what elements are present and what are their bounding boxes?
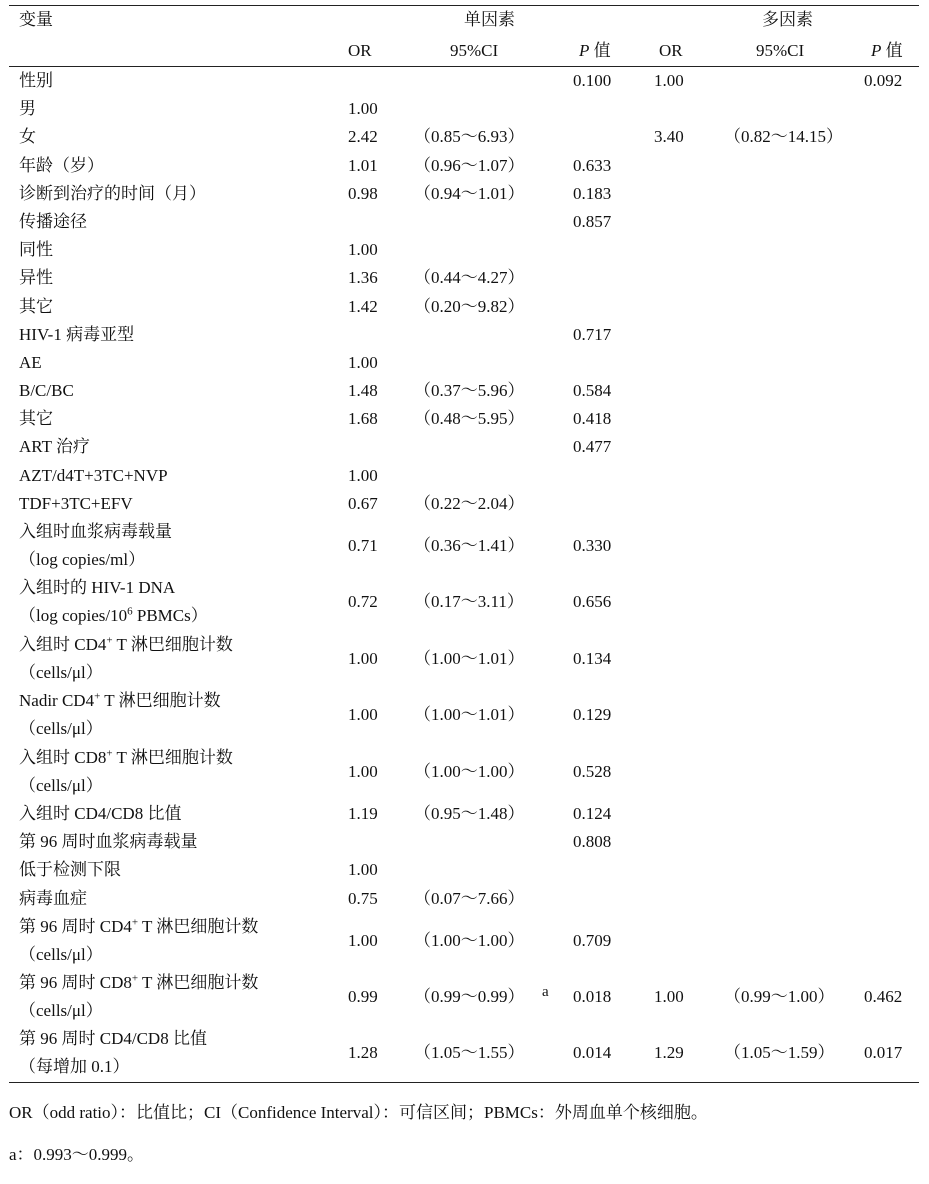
- cell-p-univariate: 0.477: [573, 437, 612, 457]
- header-variable: 变量: [19, 10, 53, 29]
- row-label: TDF+3TC+EFV: [19, 493, 133, 513]
- cell-ci-univariate: （0.94～1.01）: [414, 183, 525, 203]
- cell-p-univariate: 0.124: [573, 803, 612, 823]
- row-label: 入组时的 HIV-1 DNA: [19, 578, 176, 598]
- row-label-text: 入组时 CD4: [19, 634, 107, 654]
- cell-p-univariate: 0.129: [573, 705, 612, 725]
- cell-ci-univariate: （0.96～1.07）: [414, 155, 525, 175]
- cell-ci-univariate: （0.44～4.27）: [414, 268, 525, 288]
- table-row: [9, 574, 919, 630]
- cell-ci-univariate: （0.99～0.99）: [414, 987, 525, 1007]
- cell-or-univariate: 1.00: [348, 930, 378, 950]
- header-ci-multi: 95%CI: [756, 41, 805, 60]
- table-row: [9, 67, 919, 95]
- cell-ci-multivariate: （0.82～14.15）: [724, 127, 843, 147]
- row-label-line2: （cells/μl）: [19, 1001, 103, 1021]
- row-label: 男: [19, 99, 36, 119]
- row-label: AE: [19, 352, 42, 372]
- table-row: [9, 208, 919, 236]
- cell-ci-univariate: （0.48～5.95）: [414, 409, 525, 429]
- row-label: 入组时 CD4/CD8 比值: [19, 803, 182, 823]
- table-bottom-rule: [9, 1082, 919, 1083]
- cell-ci-univariate: （1.00～1.01）: [414, 705, 525, 725]
- cell-ci-univariate: （0.95～1.48）: [414, 803, 525, 823]
- row-label: 第 96 周时血浆病毒载量: [19, 832, 198, 852]
- row-label-text: T 淋巴细胞计数: [138, 973, 259, 993]
- row-label-superscript: +: [106, 746, 113, 759]
- table-row: [9, 349, 919, 377]
- table-row: [9, 885, 919, 913]
- row-label: 病毒血症: [19, 888, 87, 908]
- row-label: B/C/BC: [19, 381, 74, 401]
- row-label: AZT/d4T+3TC+NVP: [19, 465, 168, 485]
- cell-p-univariate: 0.330: [573, 536, 612, 555]
- cell-or-univariate: 0.99: [348, 987, 378, 1007]
- cell-or-univariate: 1.00: [348, 860, 378, 880]
- cell-ci-univariate: （0.85～6.93）: [414, 127, 525, 147]
- row-label-text: T 淋巴细胞计数: [112, 747, 233, 767]
- row-label-superscript: +: [94, 690, 101, 703]
- cell-p-univariate: 0.808: [573, 832, 612, 852]
- cell-ci-univariate: （0.37～5.96）: [414, 381, 525, 401]
- cell-ci-univariate: （1.00～1.00）: [414, 930, 525, 950]
- row-label-text: T 淋巴细胞计数: [100, 691, 221, 711]
- cell-p-univariate: 0.717: [573, 324, 612, 344]
- cell-or-multivariate: 3.40: [654, 127, 684, 147]
- table-row: [9, 264, 919, 292]
- cell-ci-univariate: （0.07～7.66）: [414, 888, 525, 908]
- cell-ci-multivariate: （1.05～1.59）: [724, 1043, 835, 1063]
- cell-p-univariate: 0.584: [573, 381, 612, 401]
- row-label: HIV-1 病毒亚型: [19, 324, 135, 344]
- cell-p-multivariate: 0.462: [864, 987, 903, 1007]
- ci-footnote-marker: a: [542, 984, 549, 1001]
- cell-p-univariate: 0.709: [573, 930, 612, 950]
- cell-or-multivariate: 1.29: [654, 1043, 684, 1063]
- cell-p-univariate: 0.183: [573, 183, 612, 203]
- row-label-text: PBMCs）: [132, 606, 208, 626]
- row-label: ART 治疗: [19, 437, 90, 457]
- cell-ci-univariate: （1.05～1.55）: [414, 1043, 525, 1063]
- results-table: [9, 5, 919, 1083]
- row-label: 同性: [19, 240, 53, 260]
- cell-or-univariate: 1.36: [348, 268, 378, 288]
- table-row: [9, 405, 919, 433]
- cell-or-univariate: 2.42: [348, 127, 378, 147]
- table-row: [9, 180, 919, 208]
- row-label-superscript: +: [131, 972, 139, 985]
- cell-or-univariate: 0.71: [348, 536, 378, 555]
- table-row: [9, 236, 919, 264]
- table-row: [9, 152, 919, 180]
- row-label: 异性: [19, 268, 53, 288]
- table-row: [9, 800, 919, 828]
- cell-or-univariate: 1.42: [348, 296, 378, 316]
- header-or-multi: OR: [659, 41, 683, 60]
- table-row: [9, 969, 919, 1025]
- table-row: [9, 518, 919, 574]
- row-label: 第 96 周时 CD4/CD8 比值: [19, 1029, 207, 1049]
- cell-or-univariate: 1.48: [348, 381, 378, 401]
- row-label: 其它: [19, 296, 53, 316]
- row-label: 女: [19, 127, 36, 147]
- cell-p-univariate: 0.014: [573, 1043, 612, 1063]
- row-label-text: T 淋巴细胞计数: [112, 634, 233, 654]
- row-label-text: 第 96 周时 CD4: [19, 916, 132, 936]
- row-label: 年龄（岁）: [19, 155, 104, 175]
- cell-or-univariate: 1.00: [348, 352, 378, 372]
- row-label-text: T 淋巴细胞计数: [138, 916, 259, 936]
- header-multivariate: 多因素: [762, 10, 813, 29]
- cell-or-univariate: 1.68: [348, 409, 378, 429]
- cell-or-univariate: 0.72: [348, 592, 378, 612]
- cell-p-multivariate: 0.017: [864, 1043, 903, 1063]
- table-row: [9, 744, 919, 800]
- cell-p-univariate: 0.418: [573, 409, 612, 429]
- cell-or-univariate: 1.28: [348, 1043, 378, 1063]
- table-row: [9, 856, 919, 884]
- row-label-text: 入组时 CD8: [19, 747, 107, 767]
- cell-ci-univariate: （0.17～3.11）: [414, 592, 524, 612]
- cell-or-univariate: 1.00: [348, 240, 378, 260]
- row-label-line2: （log copies/ml）: [19, 550, 146, 569]
- cell-ci-multivariate: （0.99～1.00）: [724, 987, 835, 1007]
- table-row: [9, 95, 919, 123]
- row-label-text: （log copies/10: [19, 606, 128, 626]
- row-label-line2: （每增加 0.1）: [19, 1057, 130, 1077]
- row-label: [19, 687, 221, 715]
- cell-p-univariate: 0.134: [573, 648, 612, 668]
- cell-p-univariate: 0.857: [573, 211, 612, 231]
- cell-p-multivariate: 0.092: [864, 71, 903, 90]
- table-header: [9, 6, 919, 66]
- row-label-superscript: 6: [127, 605, 133, 618]
- row-label: 诊断到治疗的时间（月）: [19, 183, 206, 203]
- row-label-text: 第 96 周时 CD8: [19, 973, 132, 993]
- row-label-superscript: +: [106, 634, 113, 647]
- table-row: [9, 462, 919, 490]
- cell-or-univariate: 1.01: [348, 155, 378, 175]
- header-p-uni: P 值: [579, 41, 611, 60]
- row-label-superscript: +: [131, 916, 139, 929]
- cell-or-multivariate: 1.00: [654, 71, 684, 90]
- header-univariate: 单因素: [464, 10, 515, 29]
- cell-or-univariate: 1.00: [348, 99, 378, 119]
- cell-or-univariate: 0.67: [348, 493, 378, 513]
- row-label-line2: （cells/μl）: [19, 662, 103, 682]
- row-label: [19, 631, 233, 659]
- row-label: [19, 969, 258, 997]
- cell-p-univariate: 0.528: [573, 761, 612, 781]
- table-row: [9, 293, 919, 321]
- row-label-line2: （cells/μl）: [19, 775, 103, 795]
- row-label: [19, 913, 258, 941]
- table-row: [9, 377, 919, 405]
- row-label: 其它: [19, 409, 53, 429]
- table-row: [9, 631, 919, 687]
- cell-ci-univariate: （0.20～9.82）: [414, 296, 525, 316]
- table-row: [9, 321, 919, 349]
- row-label-line2: [19, 602, 208, 630]
- cell-p-univariate: 0.018: [573, 987, 612, 1007]
- cell-p-univariate: 0.100: [573, 71, 612, 90]
- header-or-uni: OR: [348, 41, 372, 60]
- table-row: [9, 123, 919, 151]
- cell-p-univariate: 0.656: [573, 592, 612, 612]
- row-label: [19, 744, 233, 772]
- footnote-abbreviations: OR（odd ratio）：比值比；CI（Confidence Interval）：可信区间；PBMCs：外周血单个核细胞。: [9, 1103, 708, 1122]
- row-label: 性别: [19, 71, 53, 90]
- header-ci-uni: 95%CI: [450, 41, 499, 60]
- table-row: [9, 490, 919, 518]
- cell-ci-univariate: （0.36～1.41）: [414, 536, 525, 555]
- cell-or-univariate: 1.00: [348, 705, 378, 725]
- cell-ci-univariate: （1.00～1.00）: [414, 761, 525, 781]
- table-row: [9, 828, 919, 856]
- row-label: 入组时血浆病毒载量: [19, 522, 172, 541]
- cell-or-univariate: 1.00: [348, 761, 378, 781]
- header-p-multi: P 值: [871, 41, 903, 60]
- cell-or-univariate: 1.00: [348, 648, 378, 668]
- cell-ci-univariate: （1.00～1.01）: [414, 648, 525, 668]
- table-row: [9, 913, 919, 969]
- cell-or-univariate: 0.98: [348, 183, 378, 203]
- cell-or-univariate: 0.75: [348, 888, 378, 908]
- table-body: [9, 67, 919, 1082]
- table-row: [9, 433, 919, 461]
- row-label: 低于检测下限: [19, 860, 121, 880]
- table-row: [9, 687, 919, 743]
- row-label-line2: （cells/μl）: [19, 944, 103, 964]
- table-row: [9, 1025, 919, 1081]
- cell-or-univariate: 1.00: [348, 465, 378, 485]
- cell-or-univariate: 1.19: [348, 803, 378, 823]
- cell-p-univariate: 0.633: [573, 155, 612, 175]
- footnote-a: a：0.993～0.999。: [9, 1145, 145, 1164]
- row-label-line2: （cells/μl）: [19, 719, 103, 739]
- cell-ci-univariate: （0.22～2.04）: [414, 493, 525, 513]
- cell-or-multivariate: 1.00: [654, 987, 684, 1007]
- row-label-text: Nadir CD4: [19, 691, 95, 711]
- row-label: 传播途径: [19, 211, 87, 231]
